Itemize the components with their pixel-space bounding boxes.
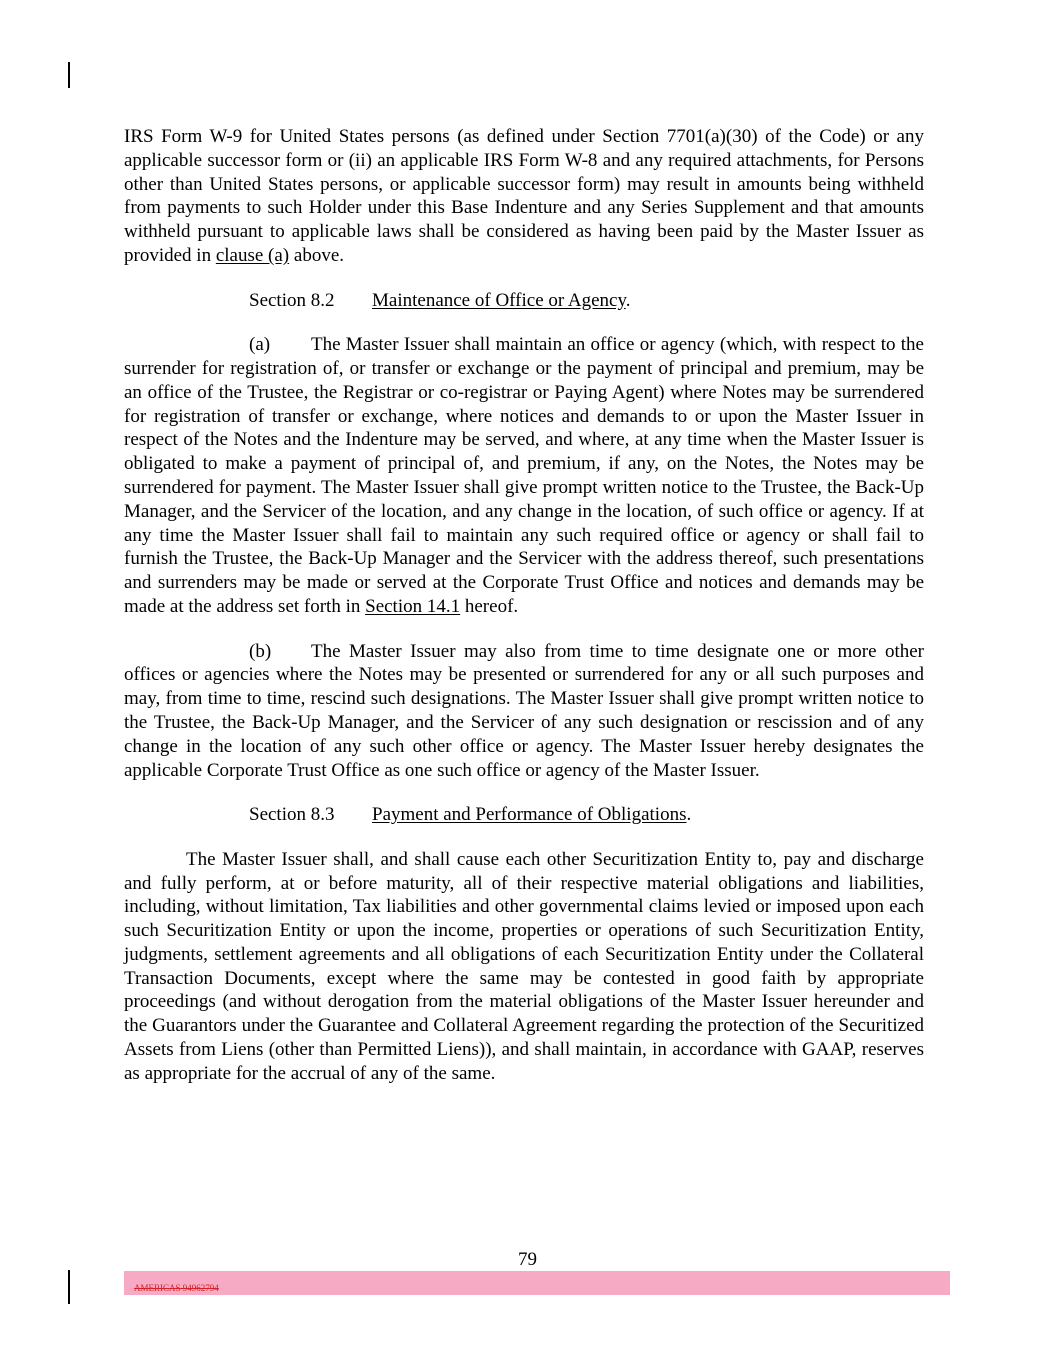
paragraph-b-text: The Master Issuer may also from time to time designate one or more other offices or agencies where the Notes may be presented or surrendered for any or all such purposes and may, from time to time, rescind such designations. The Master Issuer shall give prompt written notice to the Trustee, the Back-Up Manager, and the Servicer of any such designation or rescission and of any change in the location of any such other office or agency. The Master Issuer hereby designates the applicable Corporate Trust Office as one such office or agency of the Master Issuer.	[124, 640, 924, 781]
continuation-paragraph	[124, 125, 924, 268]
section-8-2-title-punct: .	[625, 289, 631, 311]
footer-document-id: AMERICAS 94962794	[134, 1283, 219, 1293]
section-8-3-body: The Master Issuer shall, and shall cause each other Securitization Entity to, pay and discharge and fully perform, at or before maturity, all of their respective material obligations and liabilities, including, without limitation, Tax liabilities and other governmental claims levied or imposed upon each such Securitization Entity or upon the income, properties or operations of such Securitization Entity, judgments, settlement agreements and all obligations of each Securitization Entity under the Collateral Transaction Documents, except where the same may be contested in good faith by appropriate proceedings (and without derogation from the material obligations of the Master Issuer hereunder and the Guarantors under the Guarantee and Collateral Agreement regarding the protection of the Securitized Assets from Liens (other than Permitted Liens)), and shall maintain, in accordance with GAAP, reserves as appropriate for the accrual of any of the same.	[124, 848, 924, 1084]
page-number: 79	[518, 1249, 537, 1270]
paragraph-a-text-before: The Master Issuer shall maintain an office or agency (which, with respect to the surrender for registration of, or transfer or exchange or the payment of principal and premium, may be an office of the Trustee, the Registrar or co-registrar or Paying Agent) where Notes may be surrendered for registration of transfer or exchange, where notices and demands to or upon the Master Issuer in respect of the Notes and the Indenture may be served, and where, at any time when the Master Issuer is obligated to make a payment of principal of, and premium, if any, on the Notes, the Notes may be surrendered for payment. The Master Issuer shall give prompt written notice to the Trustee, the Back-Up Manager, and the Servicer of the location, and any change in the location, of such office or agency. If at any time the Master Issuer shall fail to maintain any such required office or agency or shall fail to furnish the Trustee, the Back-Up Manager and the Servicer with the address thereof, such presentations and surrenders may be made or served at the Corporate Trust Office and notices and demands may be made at the address set forth in	[124, 334, 924, 617]
section-8-2-paragraph-a	[124, 333, 924, 619]
footer-band	[124, 1271, 950, 1295]
paragraph-a-marker: (a)	[249, 334, 271, 356]
paragraph-b-marker: (b)	[249, 640, 272, 662]
document-body	[124, 125, 924, 1086]
clause-a-reference: clause (a)	[215, 244, 290, 266]
section-8-2-paragraph-b	[124, 640, 924, 783]
revision-change-bar-bottom	[68, 1270, 70, 1304]
revision-change-bar-top	[68, 62, 70, 88]
section-8-3-title: Payment and Performance of Obligations	[372, 804, 687, 826]
continuation-text-before: IRS Form W-9 for United States persons (as defined under Section 7701(a)(30) of the Code) or any applicable successor form or (ii) an applicable IRS Form W-8 and any required attachments, for Persons other than United States persons, or applicable successor form) may result in amounts being withheld from payments to such Holder under this Base Indenture and any Series Supplement and that amounts withheld pursuant to applicable laws shall be considered as having been paid by the Master Issuer as provided in	[124, 126, 924, 266]
section-8-3-title-punct: .	[686, 804, 692, 826]
continuation-text-after: above.	[289, 244, 345, 266]
paragraph-a-text-after: hereof.	[460, 595, 519, 617]
section-8-3-heading	[124, 803, 924, 827]
section-8-2-number: Section 8.2	[249, 289, 335, 311]
section-8-2-heading	[124, 289, 924, 313]
section-8-3-number: Section 8.3	[249, 804, 335, 826]
section-8-2-title: Maintenance of Office or Agency	[372, 289, 626, 311]
section-14-1-reference: Section 14.1	[365, 595, 461, 617]
